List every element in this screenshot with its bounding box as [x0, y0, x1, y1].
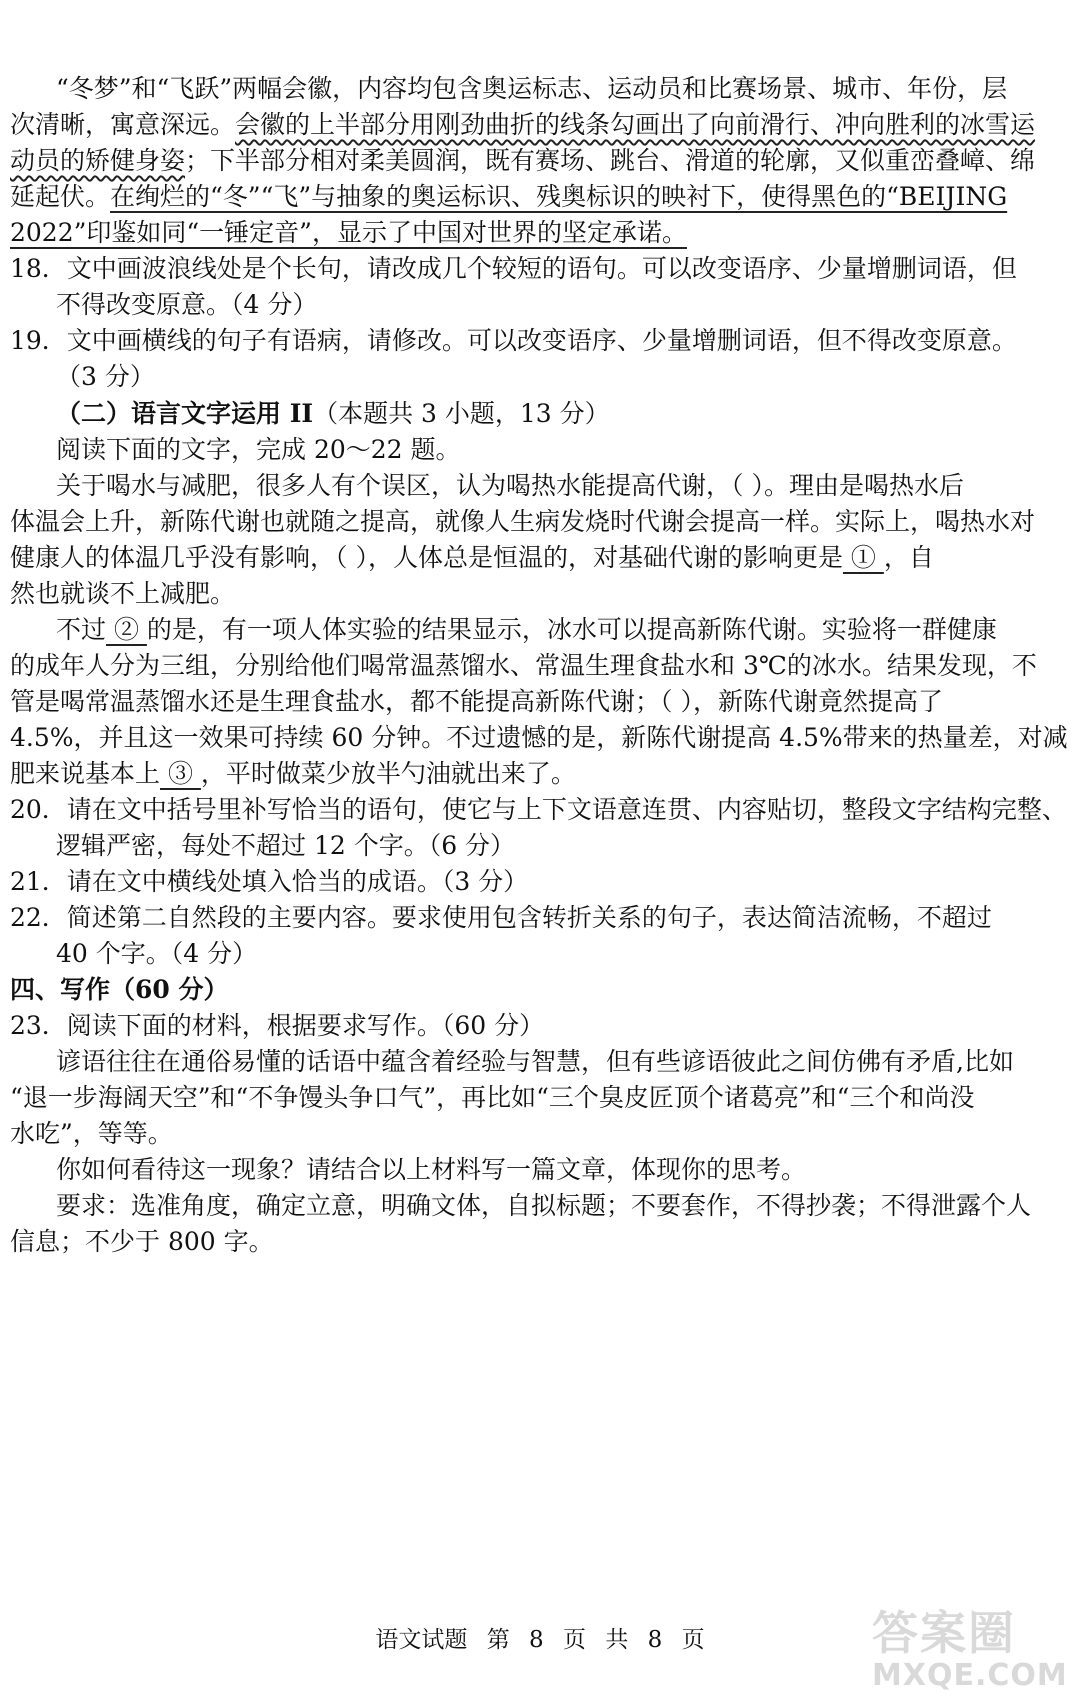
requirements-line: 信息；不少于 800 字。 [10, 1227, 274, 1256]
question-19-line-1: 19．文中画横线的句子有语病，请修改。可以改变语序、少量增删词语，但不得改变原意。 [10, 326, 1017, 355]
passage-1-text: “冬梦”和“飞跃”两幅会徽，内容均包含奥运标志、运动员和比赛场景、城市、年份，层 [56, 74, 1008, 103]
footer-gong: 共 [605, 1627, 629, 1653]
passage-1-line [10, 179, 1007, 215]
footer-total-pages: 8 [647, 1627, 663, 1653]
passage-1-text: ；下半部分相对柔美圆润，既有赛场、跳台、滑道的轮廓，又似重峦叠嶂、绵 [185, 146, 1036, 175]
question-21-line-1: 21．请在文中横线处填入恰当的成语。（3 分） [10, 867, 529, 896]
passage-2-text: 的是，有一项人体实验的结果显示，冰水可以提高新陈代谢。实验将一群健康 [146, 615, 997, 644]
passage-2-line [56, 612, 997, 648]
blank-2: ② [106, 615, 147, 644]
question-23-line-1: 23．阅读下面的材料，根据要求写作。（60 分） [10, 1011, 545, 1040]
passage-1-line [56, 71, 1007, 107]
footer-page-number: 8 [529, 1627, 544, 1653]
underlined-text: 2022”印鉴如同“一锤定音”，显示了中国对世界的坚定承诺。 [10, 218, 687, 247]
question-22-line-2: 40 个字。（4 分） [56, 939, 258, 968]
material-line: 谚语往往在通俗易懂的话语中蕴含着经验与智慧，但有些谚语彼此之间仿佛有矛盾,比如 [56, 1047, 1014, 1076]
passage-2-line: 管是喝常温蒸馏水还是生理食盐水，都不能提高新陈代谢；（ ），新陈代谢竟然提高了 [10, 687, 943, 716]
passage-1-line [10, 107, 1035, 143]
blank-3: ③ [160, 759, 201, 788]
underlined-text: 在绚烂的“冬”“飞”与抽象的奥运标识、残奥标识的映衬下，使得黑色的“BEIJING [110, 182, 1008, 211]
material-line: “退一步海阔天空”和“不争馒头争口气”，再比如“三个臭皮匠顶个诸葛亮”和“三个和尚没 [10, 1083, 975, 1112]
passage-2-line: 4.5%，并且这一效果可持续 60 分钟。不过遗憾的是，新陈代谢提高 4.5%带来的热量差，对减 [10, 723, 1068, 752]
question-22-line-1: 22．简述第二自然段的主要内容。要求使用包含转折关系的句子，表达简洁流畅，不超过 [10, 903, 992, 932]
question-20-line-2: 逻辑严密，每处不超过 12 个字。（6 分） [56, 831, 516, 860]
question-18-line-2: 不得改变原意。（4 分） [56, 290, 318, 319]
question-19-line-2: （3 分） [56, 362, 155, 391]
wavy-underlined-text: 动员的矫健身姿 [10, 146, 186, 175]
wavy-underlined-text: 会徽的上半部分用刚劲曲折的线条勾画出了向前滑行、冲向胜利的冰雪运 [235, 110, 1036, 139]
footer-di: 第 [486, 1627, 510, 1653]
watermark-logo [872, 1606, 1068, 1700]
requirements-line: 要求：选准角度，确定立意，明确文体，自拟标题；不要套作，不得抄袭；不得泄露个人 [56, 1191, 1032, 1220]
passage-1-text: 延起伏。 [10, 182, 111, 211]
section-2-heading [56, 396, 610, 432]
passage-2-line: 然也就谈不上减肥。 [10, 579, 236, 608]
passage-2-text: ，自 [883, 543, 934, 572]
passage-2-text: 肥来说基本上 [10, 759, 161, 788]
passage-1-line [10, 143, 1035, 179]
passage-2-text: 不过 [56, 615, 107, 644]
passage-2-line [10, 756, 576, 792]
passage-2-line [10, 540, 934, 576]
watermark-logo-text: 答案圈 [872, 1606, 1016, 1660]
footer-ye: 页 [681, 1627, 705, 1653]
section-2-instruction: 阅读下面的文字，完成 20～22 题。 [56, 435, 461, 464]
question-20-line-1: 20．请在文中括号里补写恰当的语句，使它与上下文语意连贯、内容贴切，整段文字结构完整、 [10, 795, 1067, 824]
material-line: 水吃”，等等。 [10, 1119, 173, 1148]
question-18-line-1: 18．文中画波浪线处是个长句，请改成几个较短的语句。可以改变语序、少量增删词语，但 [10, 254, 1017, 283]
footer-ye: 页 [563, 1627, 586, 1653]
footer-subject: 语文试题 [375, 1627, 468, 1653]
passage-2-line: 的成年人分为三组，分别给他们喝常温蒸馏水、常温生理食盐水和 3℃的冰水。结果发现，不 [10, 651, 1037, 680]
watermark-url: MXQE.COM [872, 1658, 1068, 1693]
passage-1-line [10, 215, 687, 251]
passage-1-text: 次清晰，寓意深远。 [10, 110, 236, 139]
blank-1: ① [842, 543, 884, 572]
section-2-title: （二）语言文字运用 II [56, 399, 314, 428]
section-4-heading: 四、写作（60 分） [10, 975, 229, 1004]
passage-2-text: 健康人的体温几乎没有影响，（ ），人体总是恒温的，对基础代谢的影响更是 [10, 543, 843, 572]
passage-2-line: 关于喝水与减肥，很多人有个误区，认为喝热水能提高代谢，（ ）。理由是喝热水后 [56, 471, 964, 500]
passage-2-text: ，平时做菜少放半勺油就出来了。 [200, 759, 576, 788]
writing-prompt: 你如何看待这一现象？请结合以上材料写一篇文章，体现你的思考。 [56, 1155, 807, 1184]
passage-2-line: 体温会上升，新陈代谢也就随之提高，就像人生病发烧时代谢会提高一样。实际上，喝热水对 [10, 507, 1036, 536]
section-2-note: （本题共 3 小题，13 分） [313, 399, 610, 428]
